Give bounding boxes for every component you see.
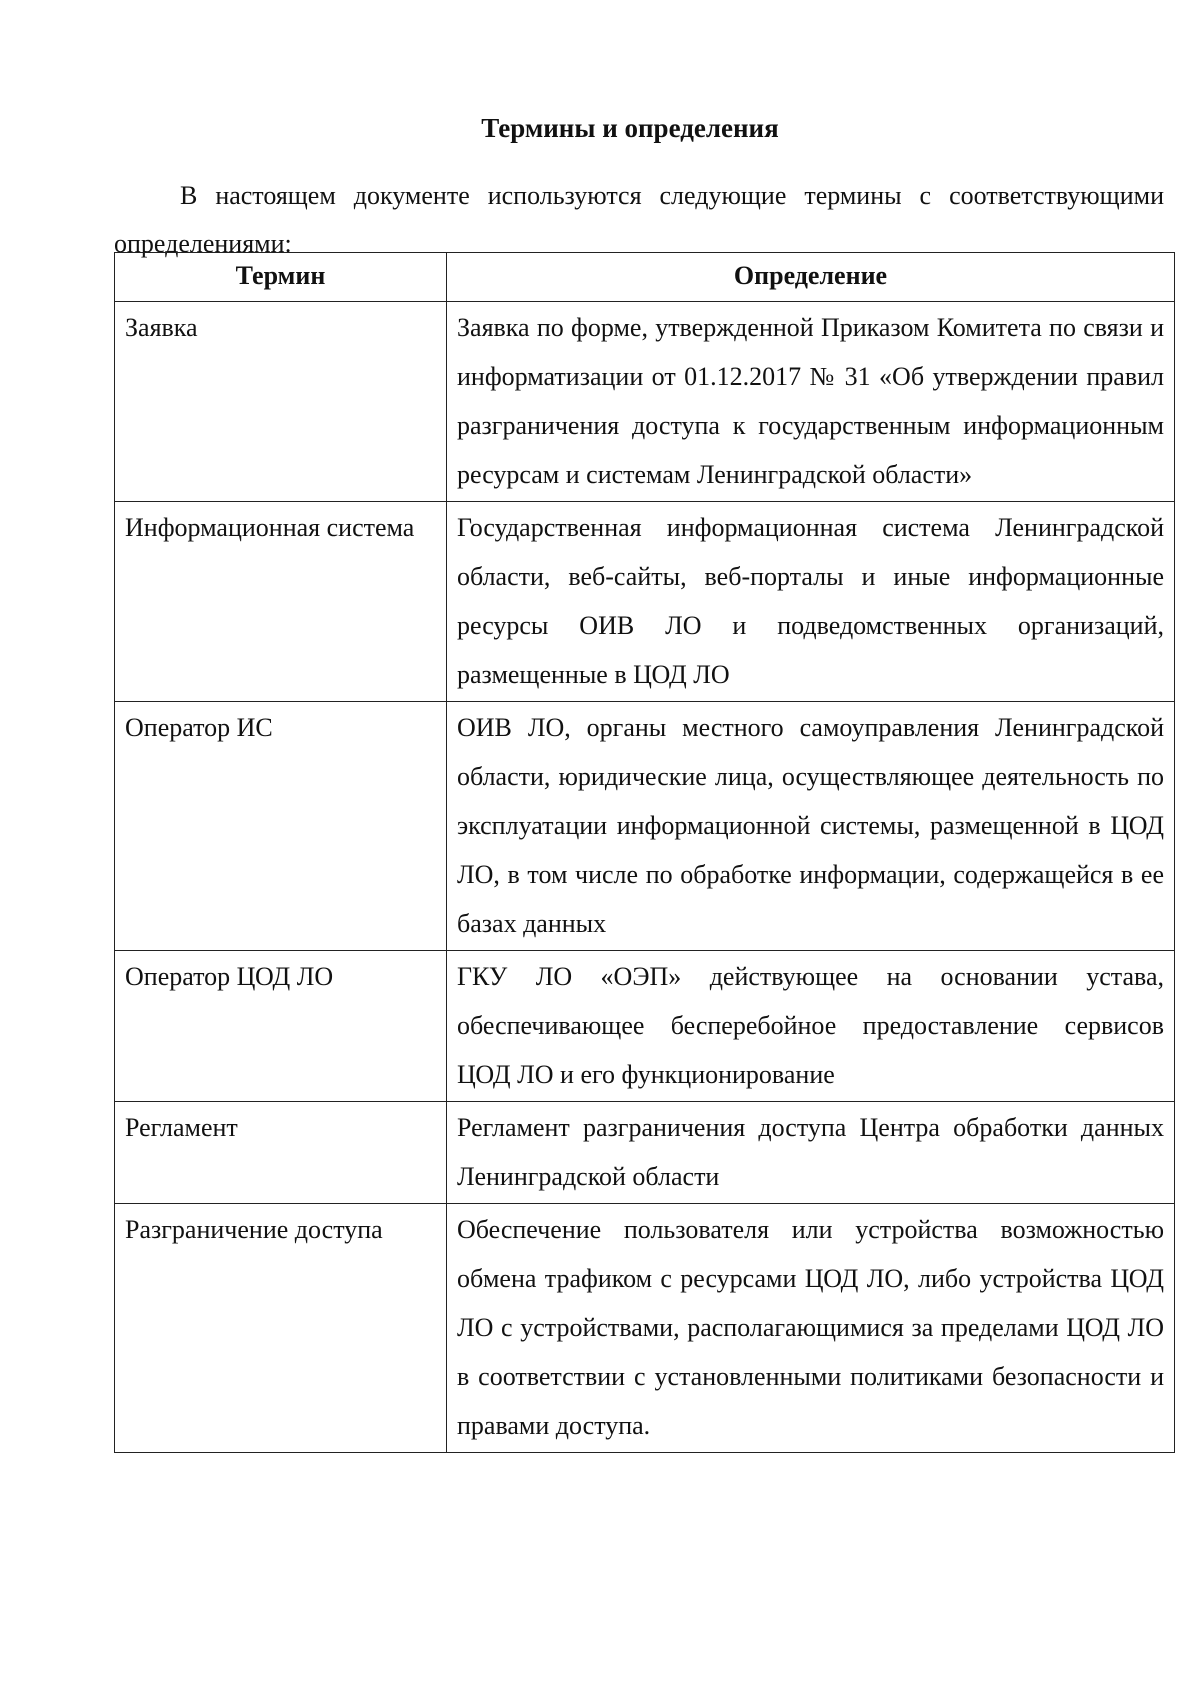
definition-cell: Государственная информационная система Ленинградской области, веб-сайты, веб-порталы и иные информационные ресурсы ОИВ ЛО и подведомственных организаций, размещенные в ЦОД ЛО: [447, 502, 1175, 702]
table-row: [115, 702, 1175, 951]
header-term: Термин: [115, 253, 447, 302]
definition-cell: ОИВ ЛО, органы местного самоуправления Ленинградской области, юридические лица, осуществляющее деятельность по эксплуатации информационной системы, размещенной в ЦОД ЛО, в том числе по обработке информации, содержащейся в ее базах данных: [447, 702, 1175, 951]
term-cell: Разграничение доступа: [115, 1204, 447, 1453]
table-header-row: [115, 253, 1175, 302]
table-row: [115, 951, 1175, 1102]
term-cell: Регламент: [115, 1102, 447, 1204]
definition-cell: Регламент разграничения доступа Центра обработки данных Ленинградской области: [447, 1102, 1175, 1204]
definition-cell: ГКУ ЛО «ОЭП» действующее на основании устава, обеспечивающее бесперебойное предоставление сервисов ЦОД ЛО и его функционирование: [447, 951, 1175, 1102]
terms-table: [114, 252, 1175, 1453]
table-row: [115, 1204, 1175, 1453]
definition-cell: Заявка по форме, утвержденной Приказом Комитета по связи и информатизации от 01.12.2017 № 31 «Об утверждении правил разграничения доступа к государственным информационным ресурсам и системам Ленинградской области»: [447, 302, 1175, 502]
term-cell: Оператор ИС: [115, 702, 447, 951]
term-cell: Заявка: [115, 302, 447, 502]
table-row: [115, 502, 1175, 702]
definition-cell: Обеспечение пользователя или устройства возможностью обмена трафиком с ресурсами ЦОД ЛО, либо устройства ЦОД ЛО с устройствами, располагающимися за пределами ЦОД ЛО в соответствии с установленными политиками безопасности и правами доступа.: [447, 1204, 1175, 1453]
header-definition: Определение: [447, 253, 1175, 302]
intro-paragraph: В настоящем документе используются следующие термины с соответствующими определениями:: [114, 181, 1164, 258]
table-row: [115, 302, 1175, 502]
document-title: Термины и определения: [481, 113, 779, 143]
term-cell: Оператор ЦОД ЛО: [115, 951, 447, 1102]
table-row: [115, 1102, 1175, 1204]
term-cell: Информационная система: [115, 502, 447, 702]
